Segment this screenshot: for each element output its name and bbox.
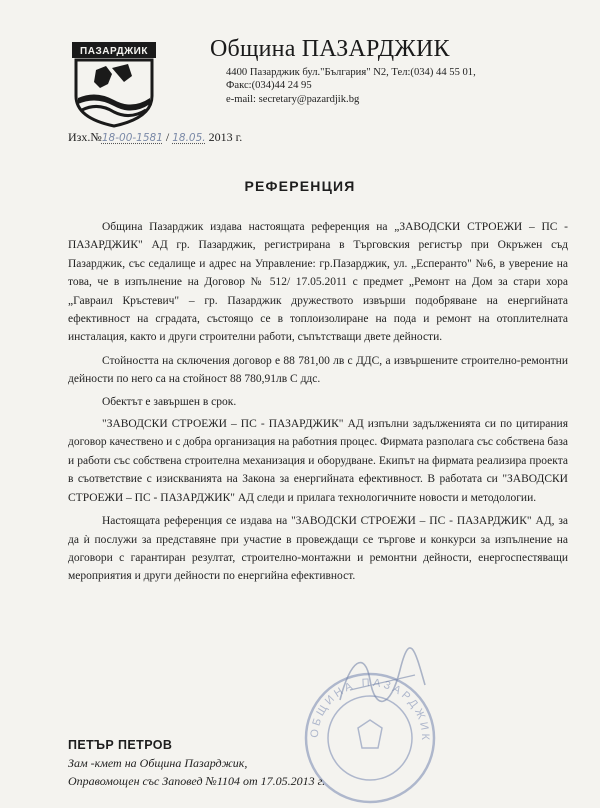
address-line: 4400 Пазарджик бул."България" N2, Тел:(034) 44 55 01,	[226, 67, 476, 78]
fax-line: Факс:(034)44 24 95	[226, 80, 312, 92]
reference-separator: /	[162, 130, 173, 144]
body-paragraph-4: "ЗАВОДСКИ СТРОЕЖИ – ПС - ПАЗАРДЖИК" АД изпълни задълженията си по цитирания договор качествено и с добра организация на работния процес. Фирмата разполага със собствена база и работи със собствена строителна механизация и оборудване. Екипът на фирмата реализира проекта в съответствие с изискванията на Закона за енергийната ефективност. В работата си "ЗАВОДСКИ СТРОЕЖИ – ПС - ПАЗАРДЖИК" АД следи и прилага технологичните новости и методологии.	[68, 418, 568, 504]
body-paragraph-5: Настоящата референция се издава на "ЗАВОДСКИ СТРОЕЖИ – ПС - ПАЗАРДЖИК" АД, за да ѝ послужи за представяне при участие в провеждащи се търгове и конкурси за изпълнение на договори с гарантиран резултат, строително-монтажни и ремонтни дейности, енергоспестяващи мероприятия и други дейности по енергийна ефективност.	[68, 515, 568, 583]
crest-label: ПАЗАРДЖИК	[80, 46, 148, 57]
email-line: e-mail: secretary@pazardjik.bg	[226, 93, 360, 105]
organization-name: Община ПАЗАРДЖИК	[210, 36, 450, 62]
reference-number: 18-00-1581	[101, 132, 163, 144]
stamp-text: ОБЩИНА ПАЗАРДЖИК	[308, 676, 432, 743]
signatory-name: ПЕТЪР ПЕТРОВ	[68, 738, 173, 752]
body-paragraph-2: Стойността на сключения договор е 88 781,00 лв с ДДС, а извършените строително-ремонтни дейности по него са на стойност 88 780,91лв С ддс.	[68, 354, 568, 386]
signature-icon	[320, 640, 440, 720]
contact-block	[226, 66, 476, 106]
body-paragraph-1: Община Пазарджик издава настоящата референция на „ЗАВОДСКИ СТРОЕЖИ – ПС - ПАЗАРДЖИК" АД гр. Пазарджик, регистрирана в Търговския регистър при Окръжен съд Пазарджик, със седалище и адрес на Управление: гр.Пазарджик, ул. „Есперанто" №6, в уверение на това, че в изпълнение на Договор № 512/ 17.05.2011 с предмет „Ремонт на Дом за стари хора „Гавраил Кръстевич" – гр. Пазарджик дружеството извърши подобряване на енергийната ефективност на сградата, състоящо се в топлоизолиране на пода и ремонт на отоплителната инсталация, както и други строителни работи, съпътстващи двете дейности.	[68, 221, 568, 344]
reference-prefix: Изх.№	[68, 130, 102, 144]
municipality-crest-logo	[66, 40, 162, 128]
document-title: РЕФЕРЕНЦИЯ	[244, 178, 356, 194]
reference-date: 18.05.	[172, 132, 206, 144]
signatory-role: Зам -кмет на Община Пазарджик,	[68, 756, 248, 770]
reference-year: 2013 г.	[205, 130, 243, 144]
body-paragraph-3: Обектът е завършен в срок.	[102, 395, 237, 408]
crest-icon	[66, 40, 162, 128]
handwritten-signature	[320, 640, 440, 720]
signatory-authority: Оправомощен със Заповед №1104 от 17.05.2013 г.	[68, 774, 326, 788]
document-body	[68, 218, 568, 591]
outgoing-reference	[68, 130, 242, 145]
